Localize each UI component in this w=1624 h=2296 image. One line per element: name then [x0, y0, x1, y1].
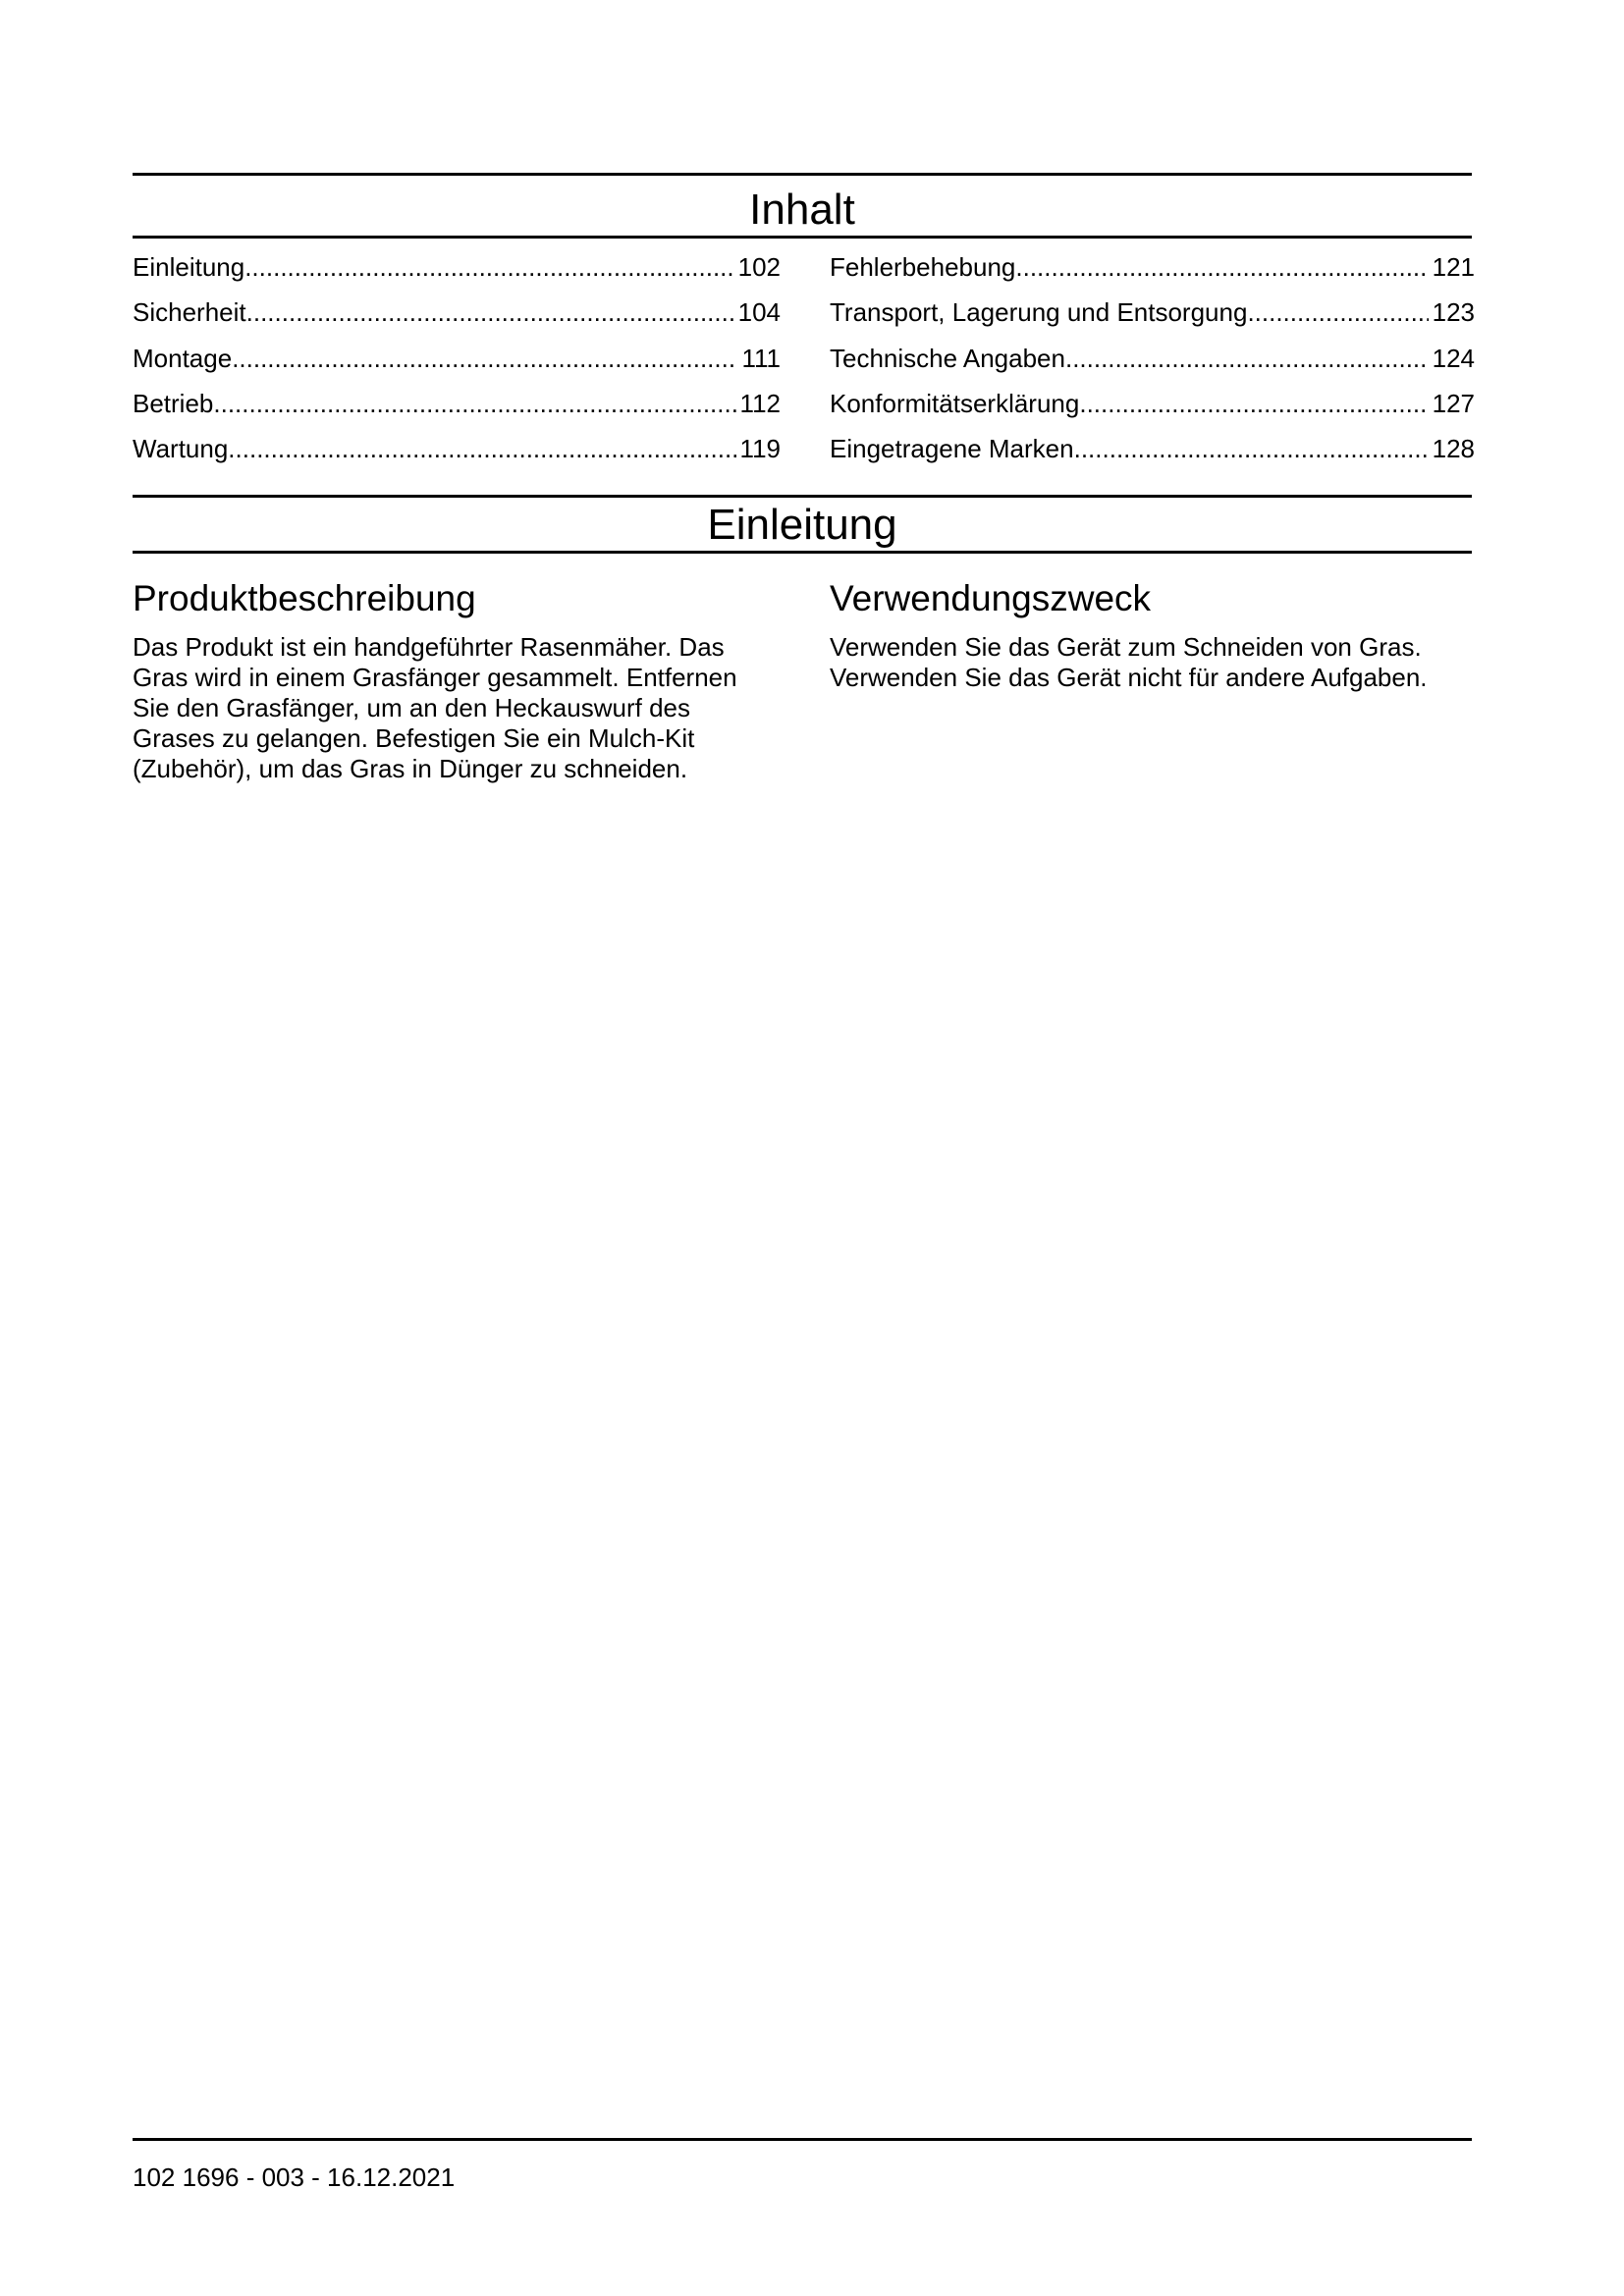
toc-entry-wartung: [133, 433, 781, 478]
section-top-rule: [133, 495, 1472, 498]
toc-entry-technische-angaben: [830, 343, 1475, 388]
intended-use-text: [830, 632, 1428, 693]
toc-right-column: [830, 251, 1475, 478]
document-info: 1696 - 003 - 16.12.2021: [182, 2163, 456, 2192]
toc-entry-label: Montage: [133, 343, 233, 373]
toc-bottom-rule: [133, 236, 1472, 239]
toc-entry-label: Eingetragene Marken: [830, 434, 1074, 463]
toc-entry-page: 127: [1432, 388, 1475, 418]
toc-entry-label: Einleitung: [133, 252, 245, 282]
toc-entry-page: 104: [737, 297, 781, 328]
toc-dot-leader: [1079, 388, 1428, 419]
product-description-heading: Produktbeschreibung: [133, 578, 476, 618]
toc-left-column: [133, 251, 781, 478]
product-description-text: [133, 632, 737, 784]
text-line: Verwenden Sie das Gerät nicht für andere Aufgaben.: [830, 663, 1428, 692]
toc-dot-leader: [232, 343, 737, 374]
toc-top-rule: [133, 173, 1472, 176]
toc-entry-page: 111: [741, 343, 781, 373]
toc-dot-leader: [228, 433, 735, 464]
toc-entry-sicherheit: [133, 296, 781, 342]
toc-entry-page: 112: [739, 388, 781, 418]
text-line: (Zubehör), um das Gras in Dünger zu schneiden.: [133, 754, 688, 783]
toc-entry-transport: [830, 296, 1475, 342]
toc-entry-label: Transport, Lagerung und Entsorgung: [830, 297, 1248, 328]
text-line: Sie den Grasfänger, um an den Heckauswurf des: [133, 693, 690, 722]
toc-entry-page: 128: [1432, 434, 1475, 463]
text-line: Verwenden Sie das Gerät zum Schneiden von Gras.: [830, 632, 1422, 662]
text-line: Gras wird in einem Grasfänger gesammelt. Entfernen: [133, 663, 737, 692]
text-line: Grases zu gelangen. Befestigen Sie ein Mulch-Kit: [133, 723, 695, 753]
toc-dot-leader: [246, 296, 734, 328]
toc-entry-betrieb: [133, 388, 781, 433]
toc-dot-leader: [213, 388, 735, 419]
toc-dot-leader: [1065, 343, 1429, 374]
toc-title: Inhalt: [749, 186, 855, 234]
toc-entry-label: Technische Angaben: [830, 343, 1065, 373]
toc-entry-montage: [133, 343, 781, 388]
section-title: Einleitung: [707, 501, 897, 549]
toc-entry-label: Betrieb: [133, 388, 214, 418]
page-footer: [133, 2162, 455, 2193]
toc-dot-leader: [1074, 433, 1429, 464]
text-line: Das Produkt ist ein handgeführter Rasenmäher. Das: [133, 632, 725, 662]
toc-entry-einleitung: [133, 251, 781, 296]
toc-dot-leader: [1247, 296, 1428, 328]
toc-entry-page: 123: [1432, 297, 1475, 328]
toc-dot-leader: [1015, 251, 1428, 283]
toc-entry-eingetragene-marken: [830, 433, 1475, 478]
section-bottom-rule: [133, 551, 1472, 554]
intended-use-heading: Verwendungszweck: [830, 578, 1152, 618]
toc-entry-label: Sicherheit: [133, 297, 246, 328]
toc-entry-page: 124: [1432, 343, 1475, 373]
toc-entry-label: Konformitätserklärung: [830, 388, 1080, 418]
toc-dot-leader: [244, 251, 733, 283]
toc-entry-fehlerbehebung: [830, 251, 1475, 296]
toc-entry-page: 121: [1432, 252, 1475, 282]
toc-entry-label: Wartung: [133, 434, 229, 463]
toc-entry-label: Fehlerbehebung: [830, 252, 1016, 282]
toc-entry-page: 119: [739, 434, 781, 463]
toc-entry-konformitaetserklaerung: [830, 388, 1475, 433]
page-number: 102: [133, 2163, 176, 2192]
toc-entry-page: 102: [737, 252, 781, 282]
footer-rule: [133, 2138, 1472, 2141]
